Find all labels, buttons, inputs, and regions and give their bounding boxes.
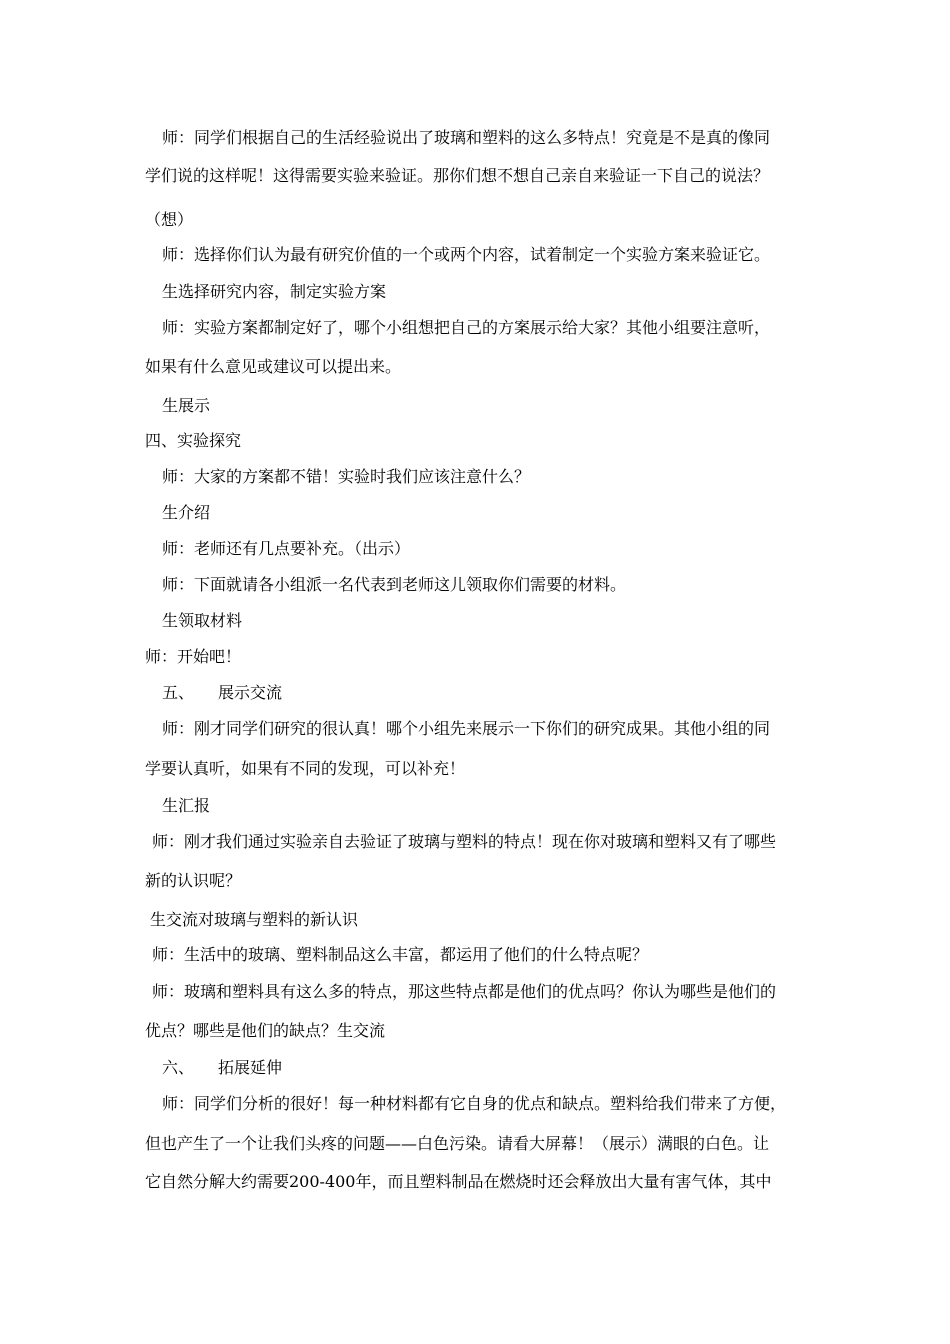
section-number: 六、: [162, 1058, 195, 1077]
section-title: 展示交流: [218, 683, 283, 702]
paragraph-line: 优点？哪些是他们的缺点？生交流: [145, 1021, 386, 1040]
paragraph-line: 师：同学们根据自己的生活经验说出了玻璃和塑料的这么多特点！究竟是不是真的像同: [162, 128, 771, 147]
paragraph-line: 师：选择你们认为最有研究价值的一个或两个内容，试着制定一个实验方案来验证它。: [162, 245, 771, 264]
paragraph-line: 师：刚才我们通过实验亲自去验证了玻璃与塑料的特点！现在你对玻璃和塑料又有了哪些: [152, 832, 777, 851]
paragraph-line: 生展示: [162, 396, 211, 415]
paragraph-line: 生交流对玻璃与塑料的新认识: [150, 910, 359, 929]
section-number: 五、: [162, 683, 195, 702]
section-heading: [162, 683, 282, 703]
paragraph-line: （想）: [145, 210, 194, 229]
paragraph-line: 它自然分解大约需要200-400年，而且塑料制品在燃烧时还会释放出大量有害气体，其中: [145, 1172, 772, 1191]
paragraph-line: 师：开始吧！: [145, 647, 242, 666]
paragraph-line: 但也产生了一个让我们头疼的问题——白色污染。请看大屏幕！（展示）满眼的白色。让: [145, 1134, 770, 1153]
paragraph-line: 师：老师还有几点要补充。（出示）: [162, 539, 411, 558]
paragraph-line: 如果有什么意见或建议可以提出来。: [145, 357, 402, 376]
paragraph-line: 新的认识呢？: [145, 871, 242, 890]
paragraph-line: 学们说的这样呢！这得需要实验来验证。那你们想不想自己亲自来验证一下自己的说法？: [145, 166, 770, 185]
paragraph-line: 师：同学们分析的很好！每一种材料都有它自身的优点和缺点。塑料给我们带来了方便，: [162, 1094, 787, 1113]
paragraph-line: 师：实验方案都制定好了，哪个小组想把自己的方案展示给大家？其他小组要注意听，: [162, 318, 771, 337]
section-title: 拓展延伸: [218, 1058, 283, 1077]
paragraph-line: 生介绍: [162, 503, 211, 522]
paragraph-line: 师：大家的方案都不错！实验时我们应该注意什么？: [162, 467, 531, 486]
paragraph-line: 师：下面就请各小组派一名代表到老师这儿领取你们需要的材料。: [162, 575, 627, 594]
paragraph-line: 师：刚才同学们研究的很认真！哪个小组先来展示一下你们的研究成果。其他小组的同: [162, 719, 771, 738]
paragraph-line: 学要认真听，如果有不同的发现，可以补充！: [145, 759, 466, 778]
paragraph-line: 生选择研究内容，制定实验方案: [162, 282, 387, 301]
section-heading: [162, 1058, 282, 1078]
section-heading: 四、实验探究: [145, 431, 242, 450]
paragraph-line: 生领取材料: [162, 611, 243, 630]
paragraph-line: 生汇报: [162, 796, 211, 815]
paragraph-line: 师：生活中的玻璃、塑料制品这么丰富，都运用了他们的什么特点呢？: [152, 945, 649, 964]
paragraph-line: 师：玻璃和塑料具有这么多的特点，那这些特点都是他们的优点吗？你认为哪些是他们的: [152, 982, 777, 1001]
